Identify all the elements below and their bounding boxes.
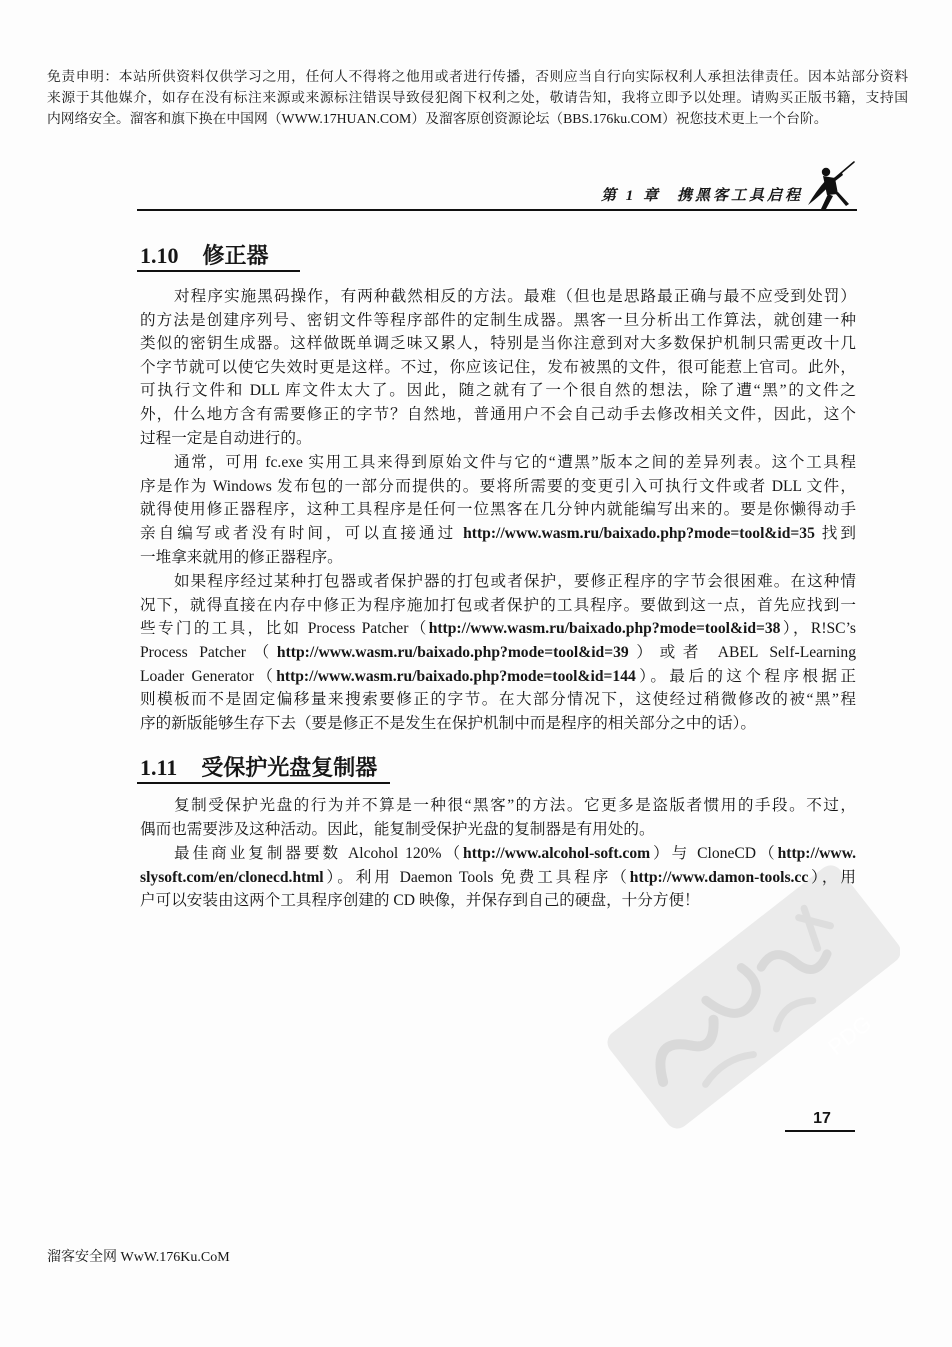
text-line <box>140 617 856 641</box>
heading-underline <box>137 270 300 272</box>
section-title: 修正器 <box>202 243 269 268</box>
disclaimer-line: 来源于其他媒介，如存在没有标注来源或来源标注错误导致侵犯阁下权利之处，敬请告知，我将立即予以处理。请购买正版书籍，支持国 <box>47 90 908 105</box>
text-line: 类似的密钥生成器。这样做既单调乏味又累人，特别是当你注意到对大多数保护机制只需更改十几 <box>140 335 856 353</box>
text-line: 过程一定是自动进行的。 <box>140 429 312 447</box>
page-number-rule <box>785 1130 855 1132</box>
text-line: 一堆拿来就用的修正器程序。 <box>140 548 343 566</box>
section-number: 1.10 <box>140 243 179 268</box>
url-text: http://www.wasm.ru/baixado.php?mode=tool&id=35 <box>463 524 815 542</box>
text-line: 对程序实施黑码操作，有两种截然相反的方法。最难（但也是思路最正确与最不应受到处罚） <box>174 288 856 305</box>
text-run: 找到 <box>814 524 856 542</box>
url-text: http://www.damon-tools.cc <box>629 868 809 886</box>
text-line: 就得使用修正器程序，这种工具程序是任何一位黑客在几分钟内就能编写出来的。要是你懒得动手 <box>140 501 856 519</box>
paragraph <box>140 842 856 913</box>
section-title: 受保护光盘复制器 <box>201 755 378 780</box>
text-line: 复制受保护光盘的行为并不算是一种很“黑客”的方法。它更多是盗版者惯用的手段。不过， <box>174 797 856 814</box>
text-run: 亲自编写或者没有时间，可以直接通过 <box>140 524 464 542</box>
section-body <box>140 794 856 913</box>
section-body <box>140 285 856 735</box>
text-run: ），R!SC’s <box>780 620 856 638</box>
url-text: http://www.wasm.ru/baixado.php?mode=tool&id=38 <box>428 620 781 638</box>
text-run: 些专门的工具，比如 Process Patcher（ <box>140 620 429 638</box>
text-run: Process Patcher（ <box>140 643 277 661</box>
text-line: 的方法是创建序列号、密钥文件等程序部件的定制生成器。黑客一旦分析出工作算法，就创建一种 <box>140 311 856 329</box>
text-run: ）或者 ABEL Self-Learning <box>628 643 856 661</box>
chapter-title: 携黑客工具启程 <box>676 188 803 204</box>
url-text: slysoft.com/en/clonecd.html <box>140 868 324 886</box>
text-run: ），用 <box>808 868 856 886</box>
text-line: 序的新版能够生存下去（要是修正不是发生在保护机制中而是程序的相关部分之中的话）。 <box>140 714 756 732</box>
text-run: ）。最后的这个程序根据正 <box>635 667 856 685</box>
text-line <box>140 641 856 665</box>
section-number: 1.11 <box>140 755 178 780</box>
section-heading <box>140 754 377 782</box>
paragraph <box>140 794 856 841</box>
text-run: 最佳商业复制器要数 Alcohol 120%（ <box>174 845 464 863</box>
url-text: http://www.wasm.ru/baixado.php?mode=tool&id=39 <box>276 643 629 661</box>
text-line: 户可以安装由这两个工具程序创建的 CD 映像，并保存到自己的硬盘，十分方便！ <box>140 892 700 910</box>
text-line: 偶而也需要涉及这种活动。因此，能复制受保护光盘的复制器是有用处的。 <box>140 820 655 838</box>
text-line: 则模板而不是固定偏移量来搜索要修正的字节。在大部分情况下，这使经过稍微修改的被“黑”程 <box>140 691 856 709</box>
footer-site-label: 溜客安全网 WwW.176Ku.CoM <box>47 1250 230 1265</box>
text-line: 序是作为 Windows 发布包的一部分而提供的。要将所需要的变更引入可执行文件或者 DLL 文件， <box>140 477 856 495</box>
paragraph <box>140 451 856 569</box>
text-run: Loader Generator（ <box>140 667 277 685</box>
text-line: 个字节就可以使它失效时更是这样。不过，你应该记住，发布被黑的文件，很可能惹上官司。此外， <box>140 358 856 376</box>
running-header <box>137 184 803 208</box>
text-line: 况下，就得直接在内存中修正为程序施加打包或者保护的工具程序。要做到这一点，首先应找到一 <box>140 596 856 614</box>
disclaimer-line: 内网络安全。溜客和旗下换在中国网（WWW.17HUAN.COM）及溜客原创资源论坛（BBS.176ku.COM）祝您技术更上一个台阶。 <box>47 111 828 126</box>
disclaimer-notice <box>47 66 908 129</box>
url-text: http://www. <box>777 845 856 863</box>
heading-underline <box>137 782 390 784</box>
text-line <box>140 665 856 689</box>
paragraph <box>140 285 856 450</box>
text-line <box>140 866 856 890</box>
disclaimer-line: 免责申明：本站所供资料仅供学习之用，任何人不得将之他用或者进行传播，否则应当自行向实际权利人承担法律责任。因本站部分资料 <box>47 69 908 84</box>
watermark-text: PDG <box>823 1010 877 1060</box>
url-text: http://www.wasm.ru/baixado.php?mode=tool&id=144 <box>276 667 636 685</box>
paragraph <box>140 570 856 735</box>
martial-artist-icon <box>806 161 858 211</box>
text-run: ）与 CloneCD（ <box>650 845 778 863</box>
page-number: 17 <box>813 1110 831 1127</box>
text-line: 通常，可用 fc.exe 实用工具来得到原始文件与它的“遭黑”版本之间的差异列表。这个工具程 <box>174 454 856 472</box>
text-run: ）。利用 Daemon Tools 免费工具程序（ <box>323 868 630 886</box>
chapter-label: 第 1 章 <box>600 188 661 204</box>
text-line <box>140 842 856 866</box>
text-line <box>140 522 856 546</box>
header-rule <box>137 209 857 211</box>
url-text: http://www.alcohol-soft.com <box>463 845 651 863</box>
section-heading <box>140 242 269 270</box>
text-line: 可执行文件和 DLL 库文件太大了。因此，随之就有了一个很自然的想法，除了遭“黑”的文件之 <box>140 382 856 400</box>
text-line: 如果程序经过某种打包器或者保护器的打包或者保护，要修正程序的字节会很困难。在这种情 <box>174 573 856 591</box>
text-line: 外，什么地方含有需要修正的字节？自然地，普通用户不会自己动手去修改相关文件，因此，这个 <box>140 405 856 423</box>
